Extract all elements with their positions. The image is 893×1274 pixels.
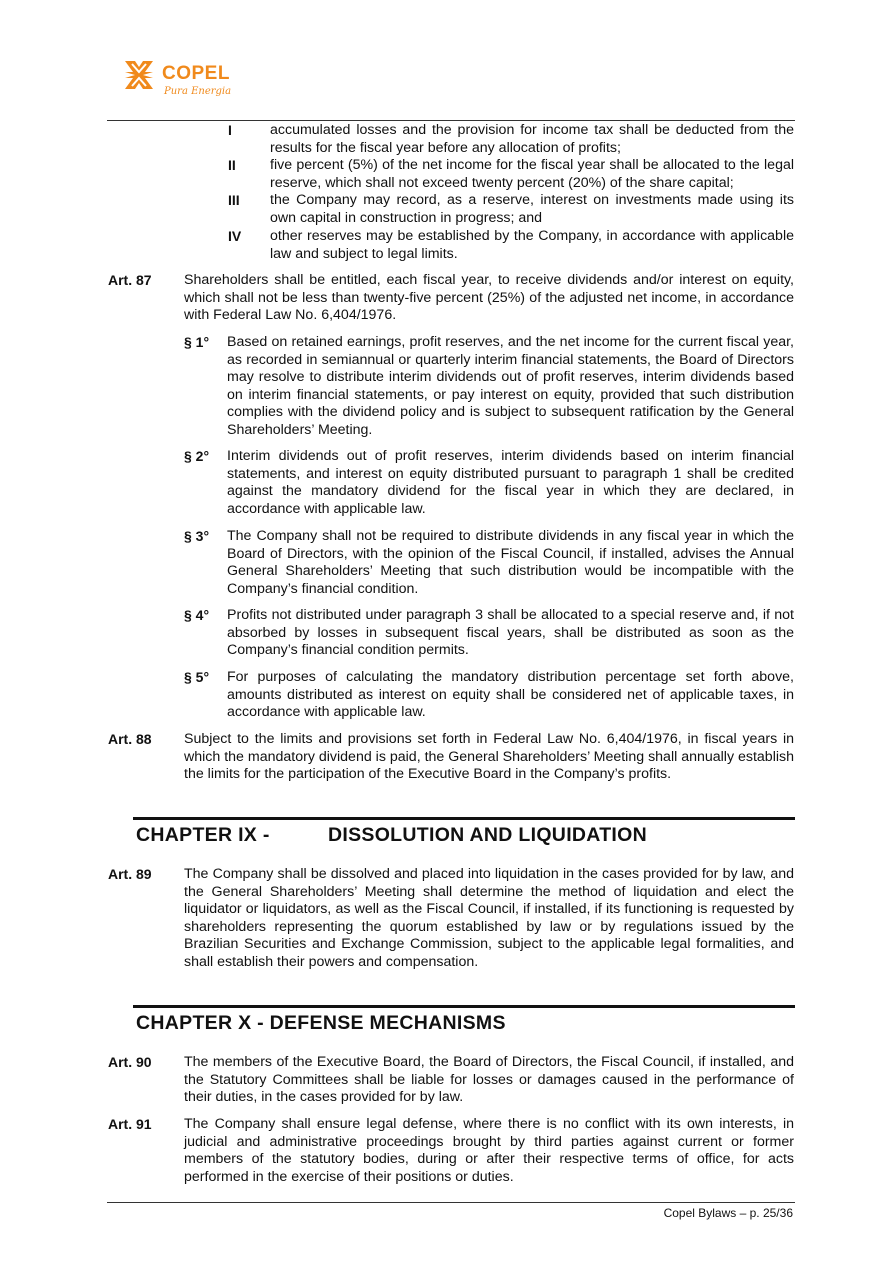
paragraph-number: § 2°: [184, 448, 210, 464]
paragraph-number: § 3°: [184, 528, 210, 544]
article-88: [108, 731, 794, 784]
paragraph-text: For purposes of calculating the mandatory distribution percentage set forth above, amounts distributed as interest on equity shall be considered net of applicable taxes, in accordance with applicable law.: [227, 669, 794, 720]
paragraph-number: § 1°: [184, 334, 210, 350]
article-number: Art. 91: [108, 1116, 152, 1132]
article-text: The Company shall ensure legal defense, where there is no conflict with its own interests, in judicial and administrative proceedings brought by third parties against current or former members of the statutory bodies, during or after their respective terms of office, for acts performed in the exercise of their positions or duties.: [184, 1116, 794, 1185]
article-number: Art. 90: [108, 1054, 152, 1070]
copel-logo: [122, 58, 242, 102]
list-item-number: III: [228, 192, 240, 208]
paragraph-3: [184, 528, 794, 598]
article-90: [108, 1054, 794, 1107]
chapter-label: CHAPTER IX -: [136, 824, 270, 846]
paragraph-1: [184, 334, 794, 439]
list-item-number: IV: [228, 228, 242, 244]
chapter-divider: [133, 817, 795, 820]
paragraph-5: [184, 669, 794, 722]
list-item-text: five percent (5%) of the net income for the fiscal year shall be allocated to the legal reserve, which shall not exceed twenty percent (20%) of the share capital;: [270, 157, 794, 191]
paragraph-text: Profits not distributed under paragraph 3 shall be allocated to a special reserve and, if not absorbed by losses in subsequent fiscal years, shall be distributed as soon as the Company’s financial condition permits.: [227, 607, 794, 658]
article-text: Shareholders shall be entitled, each fiscal year, to receive dividends and/or interest on equity, which shall not be less than twenty-five percent (25%) of the adjusted net income, in accordance with Federal Law No. 6,404/1976.: [184, 272, 794, 323]
article-number: Art. 88: [108, 731, 152, 747]
paragraph-number: § 5°: [184, 669, 210, 685]
list-item: [228, 228, 794, 263]
list-item-text: other reserves may be established by the Company, in accordance with applicable law and subject to legal limits.: [270, 228, 794, 262]
article-number: Art. 87: [108, 272, 152, 288]
paragraph-text: The Company shall not be required to distribute dividends in any fiscal year in which the Board of Directors, with the opinion of the Fiscal Council, if installed, advises the Annual General Shareholders’ Meeting that such distribution would be incompatible with the Company’s financial condition.: [227, 528, 794, 597]
article-number: Art. 89: [108, 866, 152, 882]
header-divider: [107, 120, 795, 121]
article-text: Subject to the limits and provisions set forth in Federal Law No. 6,404/1976, in fiscal years in which the mandatory dividend is paid, the General Shareholders’ Meeting shall annually establish the limits for the participation of the Executive Board in the Company’s profits.: [184, 731, 794, 782]
article-text: The Company shall be dissolved and placed into liquidation in the cases provided for by law, and the General Shareholders’ Meeting shall determine the method of liquidation and elect the liquidator or liquidators, as well as the Fiscal Council, if installed, if its functioning is requested by shareholders representing the quorum established by law or by regulations issued by the Brazilian Securities and Exchange Commission, subject to the applicable legal formalities, and shall establish their powers and compensation.: [184, 866, 794, 970]
list-item-number: II: [228, 157, 236, 173]
paragraph-text: Interim dividends out of profit reserves, interim dividends based on interim financial statements, and interest on equity distributed pursuant to paragraph 1 shall be credited against the mandatory dividend for the fiscal year in which they are declared, in accordance with applicable law.: [227, 448, 794, 517]
paragraph-number: § 4°: [184, 607, 210, 623]
list-item-text: accumulated losses and the provision for income tax shall be deducted from the results for the fiscal year before any allocation of profits;: [270, 122, 794, 156]
copel-logo-icon: [122, 58, 156, 92]
chapter-10-heading: CHAPTER X - DEFENSE MECHANISMS: [136, 1012, 506, 1034]
footer-divider: [107, 1202, 795, 1203]
article-87: [108, 272, 794, 325]
paragraph-2: [184, 448, 794, 518]
list-item-number: I: [228, 122, 232, 138]
paragraph-text: Based on retained earnings, profit reserves, and the net income for the current fiscal year, as recorded in semiannual or quarterly interim financial statements, the Board of Directors may resolve to distribute interim dividends out of profit reserves, interim dividends based on interim financial statements, or pay interest on equity, provided that such distribution complies with the dividend policy and is subject to subsequent ratification by the General Shareholders’ Meeting.: [227, 334, 794, 438]
list-item: [228, 122, 794, 157]
article-89: [108, 866, 794, 971]
list-item: [228, 157, 794, 192]
page-footer: Copel Bylaws – p. 25/36: [663, 1206, 793, 1220]
article-91: [108, 1116, 794, 1186]
paragraph-4: [184, 607, 794, 660]
list-item: [228, 192, 794, 227]
chapter-divider: [133, 1005, 795, 1008]
chapter-name: DISSOLUTION AND LIQUIDATION: [328, 824, 648, 846]
logo-wordmark: COPEL: [162, 63, 230, 84]
article-text: The members of the Executive Board, the Board of Directors, the Fiscal Council, if installed, and the Statutory Committees shall be liable for losses or damages caused in the performance of their duties, in the cases provided for by law.: [184, 1054, 794, 1105]
logo-tagline: Pura Energia: [164, 86, 232, 97]
list-item-text: the Company may record, as a reserve, interest on investments made using its own capital in construction in progress; and: [270, 192, 794, 226]
chapter-9-heading: [136, 824, 648, 847]
